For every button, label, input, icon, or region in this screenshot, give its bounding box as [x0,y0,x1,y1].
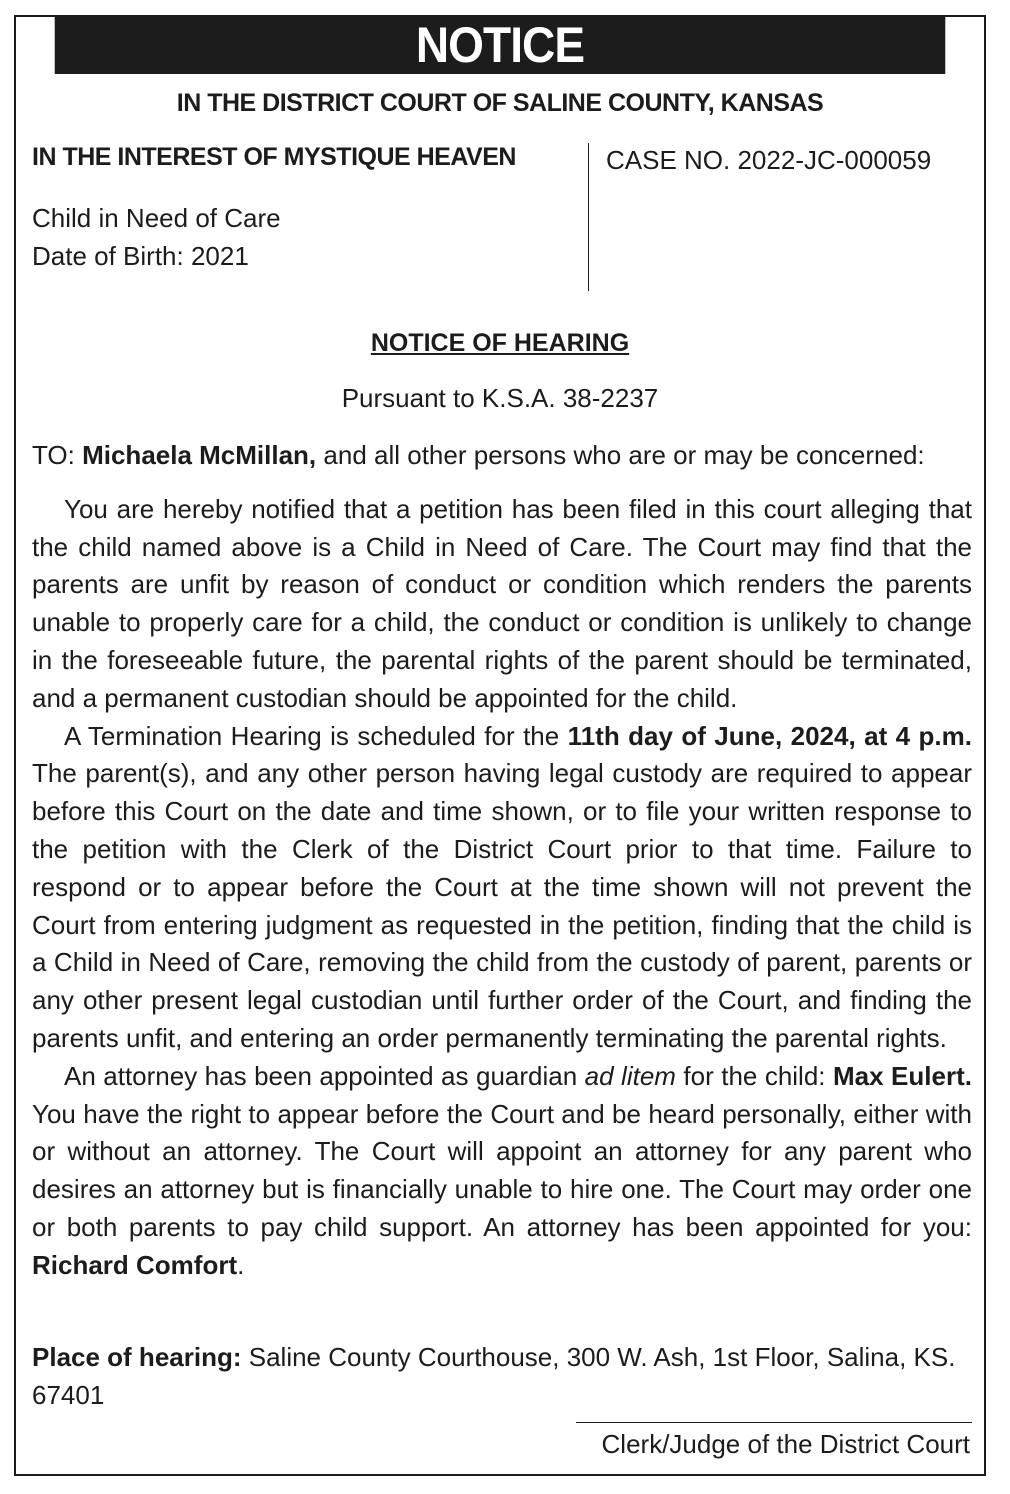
notice-frame [14,15,986,1476]
court-title: IN THE DISTRICT COURT OF SALINE COUNTY, KANSAS [176,89,824,117]
notice-banner: NOTICE [55,17,946,74]
gal-mid: for the child: [683,1060,826,1091]
date-of-birth: Date of Birth: 2021 [32,241,249,271]
statute-reference: Pursuant to K.S.A. 38-2237 [341,383,659,413]
to-prefix: TO: [32,440,75,470]
case-caption [32,143,592,275]
signature-line [576,1422,972,1423]
place-label: Place of hearing: [32,1342,242,1372]
caption-divider [588,143,589,291]
interest-line: IN THE INTEREST OF MYSTIQUE HEAVEN [32,143,516,171]
case-number: CASE NO. 2022-JC-000059 [606,145,932,175]
hearing-date: 11th day of June, 2024, at 4 p.m. [567,720,972,751]
attorney-end: . [237,1249,245,1280]
ad-litem: ad litem [584,1060,676,1091]
appointed-attorney: Richard Comfort [32,1249,238,1280]
rights-text: You have the right to appear before the Court and be heard personally, either with or without an attorney. The Court will appoint an attorney for any parent who desires an attorney but is financially unable to hire one. The Court may order one or both parents to pay child support. An attorney has been appointed for you: [32,1098,972,1242]
paragraph-petition: You are hereby notified that a petition has been filed in this court alleging that the child named above is a Child in Need of Care. The Court may find that the parents are unfit by reason of conduct or condition which renders the parents unable to properly care for a child, the conduct or condition is unlikely to change in the foreseeable future, the parental rights of the parent should be terminated, and a permanent custodian should be appointed for the child. [32,493,972,713]
hearing-lead: A Termination Hearing is scheduled for the [64,720,560,751]
signature-label: Clerk/Judge of the District Court [601,1429,970,1459]
notice-heading [16,329,984,358]
addressee-name: Michaela McMillan, [82,440,317,470]
notice-body [32,437,972,1285]
paragraph-attorney [32,1058,972,1285]
place-value: Saline County Courthouse, 300 W. Ash, 1st Floor, Salina, KS. 67401 [32,1342,956,1410]
notice-heading-text: NOTICE OF HEARING [370,329,630,357]
addressee-line [32,437,972,475]
hearing-rest: The parent(s), and any other person having legal custody are required to appear before this Court on the date and time shown, or to file your written response to the petition with the Clerk of the District Court prior to that time. Failure to respond or to appear before the Court at the time shown will not prevent the Court from entering judgment as requested in the petition, finding that the child is a Child in Need of Care, removing the child from the custody of parent, parents or any other present legal custodian until further order of the Court, and finding the parents unfit, and entering an order permanently terminating the parental rights. [32,758,972,1053]
child-status: Child in Need of Care [32,203,281,233]
gal-name: Max Eulert. [833,1060,972,1091]
gal-lead: An attorney has been appointed as guardian [64,1060,578,1091]
place-of-hearing [32,1339,972,1415]
paragraph-hearing [32,718,972,1058]
addressee-rest: and all other persons who are or may be concerned: [323,440,925,470]
